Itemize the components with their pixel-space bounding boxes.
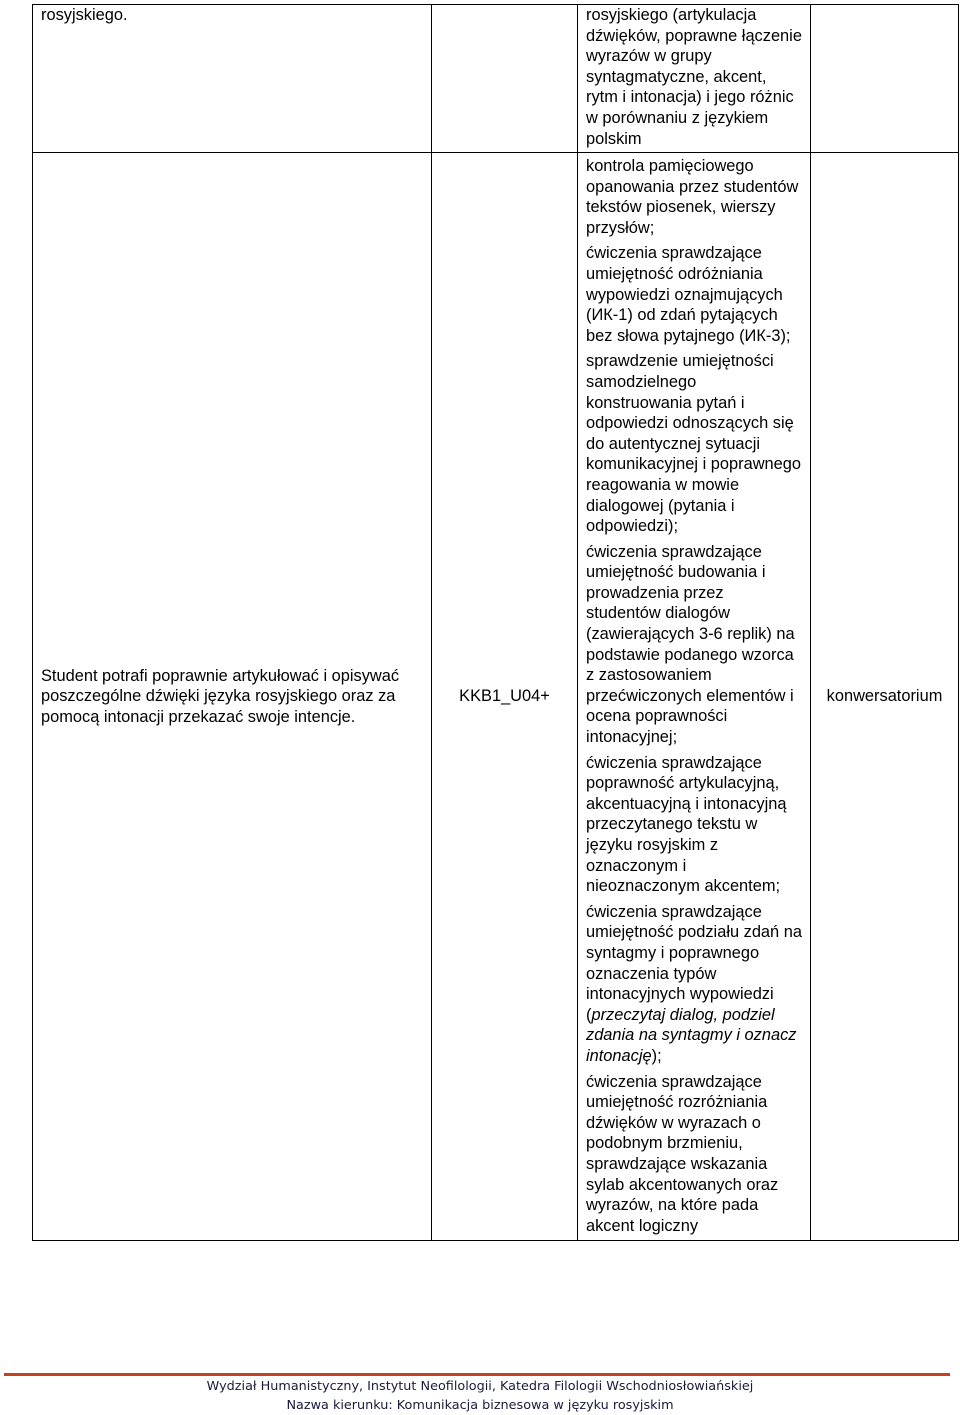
verification-method: sprawdzenie umiejętności samodzielnego konstruowania pytań i odpowiedzi odnoszących się do autentycznej sytuacji komunikacyjnej i poprawnego reagowania w mowie dialogowej (pytania i odpowiedzi); bbox=[586, 352, 802, 536]
footer-rule bbox=[4, 1373, 950, 1376]
verification-cell bbox=[578, 153, 811, 1241]
outcome-cell bbox=[33, 153, 432, 1241]
verification-cell bbox=[578, 5, 811, 153]
verification-method bbox=[586, 902, 802, 1067]
table-row bbox=[33, 153, 959, 1241]
form-cell-empty bbox=[811, 5, 959, 153]
verification-example-italic: przeczytaj dialog, podziel zdania na syntagmy i oznacz intonację bbox=[586, 1005, 797, 1065]
verification-text-end: ); bbox=[651, 1046, 662, 1065]
verification-text: rosyjskiego (artykulacja dźwięków, poprawne łączenie wyrazów w grupy syntagmatyczne, akcent, rytm i intonacja) i jego różnic w porównaniu z językiem polskim bbox=[586, 6, 802, 148]
footer-program: Nazwa kierunku: Komunikacja biznesowa w języku rosyjskim bbox=[286, 1398, 674, 1413]
verification-method: ćwiczenia sprawdzające umiejętność budowania i prowadzenia przez studentów dialogów (zawierających 3-6 replik) na podstawie podanego wzorca z zastosowaniem przećwiczonych elementów i ocena poprawności intonacyjnej; bbox=[586, 542, 795, 747]
verification-method: ćwiczenia sprawdzające poprawność artykulacyjną, akcentuacyjną i intonacyjną przeczytanego tekstu w języku rosyjskim z oznaczonym i nieoznaczonym akcentem; bbox=[586, 753, 787, 896]
outcome-text: rosyjskiego. bbox=[41, 6, 128, 24]
verification-method: ćwiczenia sprawdzające umiejętność rozróżniania dźwięków w wyrazach o podobnym brzmieniu, sprawdzające wskazania sylab akcentowanych oraz wyrazów, na które pada akcent logiczny bbox=[586, 1072, 779, 1235]
footer-institution: Wydział Humanistyczny, Instytut Neofilologii, Katedra Filologii Wschodniosłowiańskiej bbox=[206, 1379, 754, 1394]
outcome-cell-continuation bbox=[33, 5, 432, 153]
code-cell bbox=[432, 153, 578, 1241]
outcome-code: KKB1_U04+ bbox=[459, 687, 550, 706]
verification-method: kontrola pamięciowego opanowania przez studentów tekstów piosenek, wierszy przysłów; bbox=[586, 157, 799, 237]
verification-method: ćwiczenia sprawdzające umiejętność odróżniania wypowiedzi oznajmujących (ИК-1) od zdań pytających bez słowa pytajnego (ИК-3); bbox=[586, 244, 791, 345]
verification-text: ćwiczenia sprawdzające umiejętność podziału zdań na syntagmy i poprawnego oznaczenia typów intonacyjnych wypowiedzi ( bbox=[586, 902, 802, 1024]
form-cell bbox=[811, 153, 959, 1241]
table-row bbox=[33, 5, 959, 153]
learning-outcomes-table bbox=[32, 4, 959, 1241]
class-form: konwersatorium bbox=[826, 687, 943, 706]
outcome-text: Student potrafi poprawnie artykułować i opisywać poszczególne dźwięki języka rosyjskiego oraz za pomocą intonacji przekazać swoje intencje. bbox=[41, 666, 400, 726]
code-cell-empty bbox=[432, 5, 578, 153]
